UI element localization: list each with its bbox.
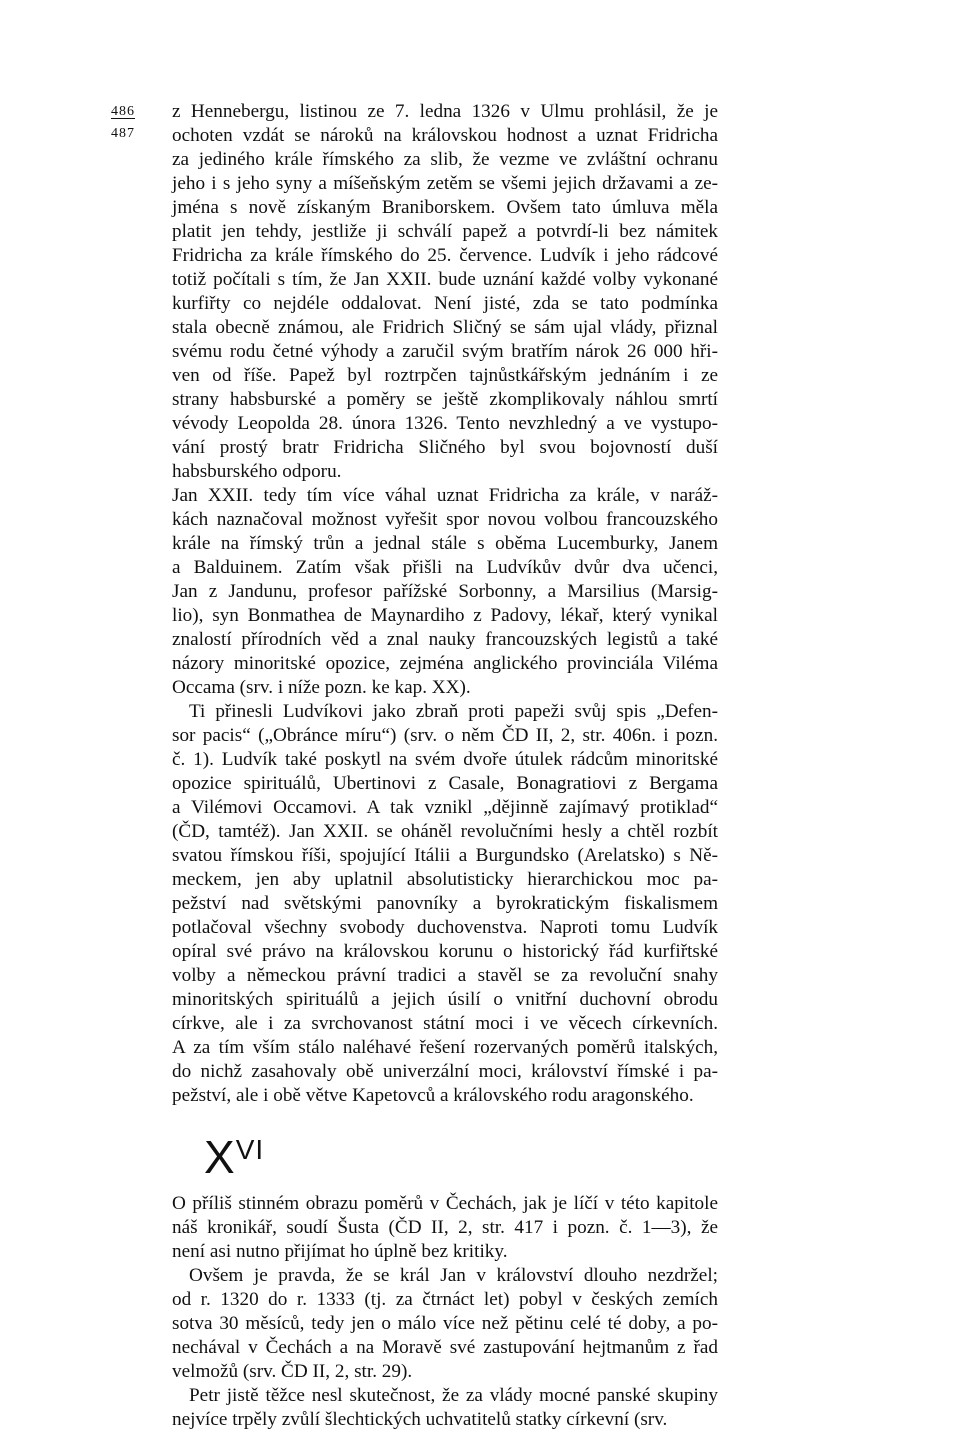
- text-line: totiž počítali s tím, že Jan XXII. bude uznání každé volby vykonané: [172, 269, 718, 290]
- text-line: Ovšem je pravda, že se král Jan v království dlouho nezdržel;: [189, 1265, 718, 1286]
- text-line: minoritských spirituálů a jejich úsilí o vnitřní duchovní obrodu: [172, 989, 718, 1010]
- text-line: Jan XXII. tedy tím více váhal uznat Fridricha za krále, v naráž-: [172, 485, 718, 506]
- text-line: kurfiřty co nejdéle oddalovat. Není jisté, zda se tato podmínka: [172, 293, 718, 314]
- text-line: jména s nově získaným Braniborskem. Ovšem tato úmluva měla: [172, 197, 718, 218]
- text-line: Petr jistě těžce nesl skutečnost, že za vlády mocné panské skupiny: [189, 1385, 718, 1406]
- text-line: kách naznačoval možnost vyřešit spor novou volbou francouzského: [172, 509, 718, 530]
- chapter-heading: [204, 1118, 718, 1182]
- text-line: vání prostý bratr Fridricha Sličného byl svou bojovností duší: [172, 437, 718, 458]
- chapter-heading-vi: VI: [235, 1134, 265, 1165]
- text-line: strany habsburské a poměry se ještě zkomplikovaly náhlou smrtí: [172, 389, 718, 410]
- paragraph: [172, 484, 718, 700]
- text-line: lio), syn Bonmathea de Maynardiho z Padovy, lékař, který vynikal: [172, 605, 718, 626]
- page-number-left: 486: [111, 104, 135, 119]
- text-line: Ti přinesli Ludvíkovi jako zbraň proti papeži svůj spis „Defen-: [189, 701, 718, 722]
- page-number-right: 487: [111, 126, 135, 141]
- text-line: pežství nad světskými panovníky a byrokratickým fiskalismem: [172, 893, 718, 914]
- text-line: z Hennebergu, listinou ze 7. ledna 1326 v Ulmu prohlásil, že je: [172, 101, 718, 122]
- text-line: znalostí přírodních věd a znal nauky francouzských legistů a také: [172, 629, 718, 650]
- text-line: vévody Leopolda 28. února 1326. Tento nevzhledný a ve vystupo-: [172, 413, 718, 434]
- text-after-chapter: [172, 1192, 718, 1432]
- text-line: svatou římskou říši, spojující Itálii a Burgundsko (Arelatsko) s Ně-: [172, 845, 718, 866]
- text-line: nejvíce trpěly zvůlí šlechtických uchvatitelů statky církevní (srv.: [172, 1409, 668, 1430]
- text-line: jeho i s jeho syny a míšeňským zetěm se všemi jejich državami a ze-: [172, 173, 718, 194]
- text-line: náš kronikář, soudí Šusta (ČD II, 2, str. 417 i pozn. č. 1—3), že: [172, 1217, 718, 1238]
- text-line: sotva 30 měsíců, tedy jen o málo více než pětinu celé té doby, a po-: [172, 1313, 718, 1334]
- text-line: habsburského odporu.: [172, 461, 342, 482]
- text-line: stala obecně známou, ale Fridrich Sličný se sám ujal vlády, přiznal: [172, 317, 718, 338]
- text-before-chapter: [172, 100, 718, 1108]
- text-line: Occama (srv. i níže pozn. ke kap. XX).: [172, 677, 471, 698]
- paragraph: [172, 100, 718, 484]
- text-line: opíral své právo na královskou korunu o historický řád kurfiřtské: [172, 941, 718, 962]
- paragraph: [172, 1384, 718, 1432]
- text-line: do nichž zasahovaly obě univerzální moci, království římské i pa-: [172, 1061, 718, 1082]
- text-line: církve, ale i za svrchovanost státní moci i ve věcech církevních.: [172, 1013, 718, 1034]
- text-line: pežství, ale i obě větve Kapetovců a královského rodu aragonského.: [172, 1085, 694, 1106]
- text-line: O příliš stinném obrazu poměrů v Čechách, jak je líčí v této kapitole: [172, 1193, 718, 1214]
- text-line: od r. 1320 do r. 1333 (tj. za čtrnáct let) pobyl v českých zemích: [172, 1289, 718, 1310]
- page-numbers: [111, 101, 135, 145]
- text-line: není asi nutno přijímat ho úplně bez kritiky.: [172, 1241, 508, 1262]
- paragraph: [172, 1264, 718, 1384]
- text-line: volby a německou právní tradici a stavěl se za revoluční snahy: [172, 965, 718, 986]
- text-line: za jediného krále římského za slib, že vezme ve zvláštní ochranu: [172, 149, 718, 170]
- text-line: krále na římský trůn a jednal stále s oběma Lucemburky, Janem: [172, 533, 718, 554]
- text-line: platit jen tehdy, jestliže ji schválí papež a potvrdí-li bez námitek: [172, 221, 718, 242]
- chapter-heading-x: X: [204, 1131, 236, 1183]
- text-line: ven od říše. Papež byl roztrpčen tajnůstkářským jednáním i ze: [172, 365, 718, 386]
- text-line: opozice spirituálů, Ubertinovi z Casale, Bonagratiovi z Bergama: [172, 773, 718, 794]
- text-line: velmožů (srv. ČD II, 2, str. 29).: [172, 1361, 413, 1382]
- text-line: (ČD, tamtéž). Jan XXII. se oháněl revolučními hesly a chtěl rozbít: [172, 821, 718, 842]
- text-line: potlačoval všechny svobody duchovenstva. Naproti tomu Ludvík: [172, 917, 718, 938]
- text-line: a Vilémovi Occamovi. A tak vznikl „dějinně zajímavý protiklad“: [172, 797, 718, 818]
- text-line: názory minoritské opozice, zejména anglického provinciála Viléma: [172, 653, 718, 674]
- text-line: svému rodu četné výhody a zaručil svým bratřím nárok 26 000 hři-: [172, 341, 718, 362]
- text-line: A za tím vším stálo naléhavé řešení rozervaných poměrů italských,: [172, 1037, 718, 1058]
- text-line: č. 1). Ludvík také poskytl na svém dvoře útulek rádcům minoritské: [172, 749, 718, 770]
- text-line: ochoten vzdát se nároků na královskou hodnost a uznat Fridricha: [172, 125, 718, 146]
- text-line: sor pacis“ („Obránce míru“) (srv. o něm ČD II, 2, str. 406n. i pozn.: [172, 725, 718, 746]
- text-line: meckem, jen aby uplatnil absolutisticky hierarchickou moc pa-: [172, 869, 718, 890]
- page-body: [172, 100, 718, 1432]
- text-line: a Balduinem. Zatím však přišli na Ludvíkův dvůr dva učenci,: [172, 557, 718, 578]
- paragraph: [172, 1192, 718, 1264]
- text-line: nechával v Čechách a na Moravě své zastupování hejtmanům z řad: [172, 1337, 718, 1358]
- text-line: Jan z Jandunu, profesor pařížské Sorbonny, a Marsilius (Marsig-: [172, 581, 718, 602]
- paragraph: [172, 700, 718, 1108]
- text-line: Fridricha za krále římského do 25. července. Ludvík i jeho rádcové: [172, 245, 718, 266]
